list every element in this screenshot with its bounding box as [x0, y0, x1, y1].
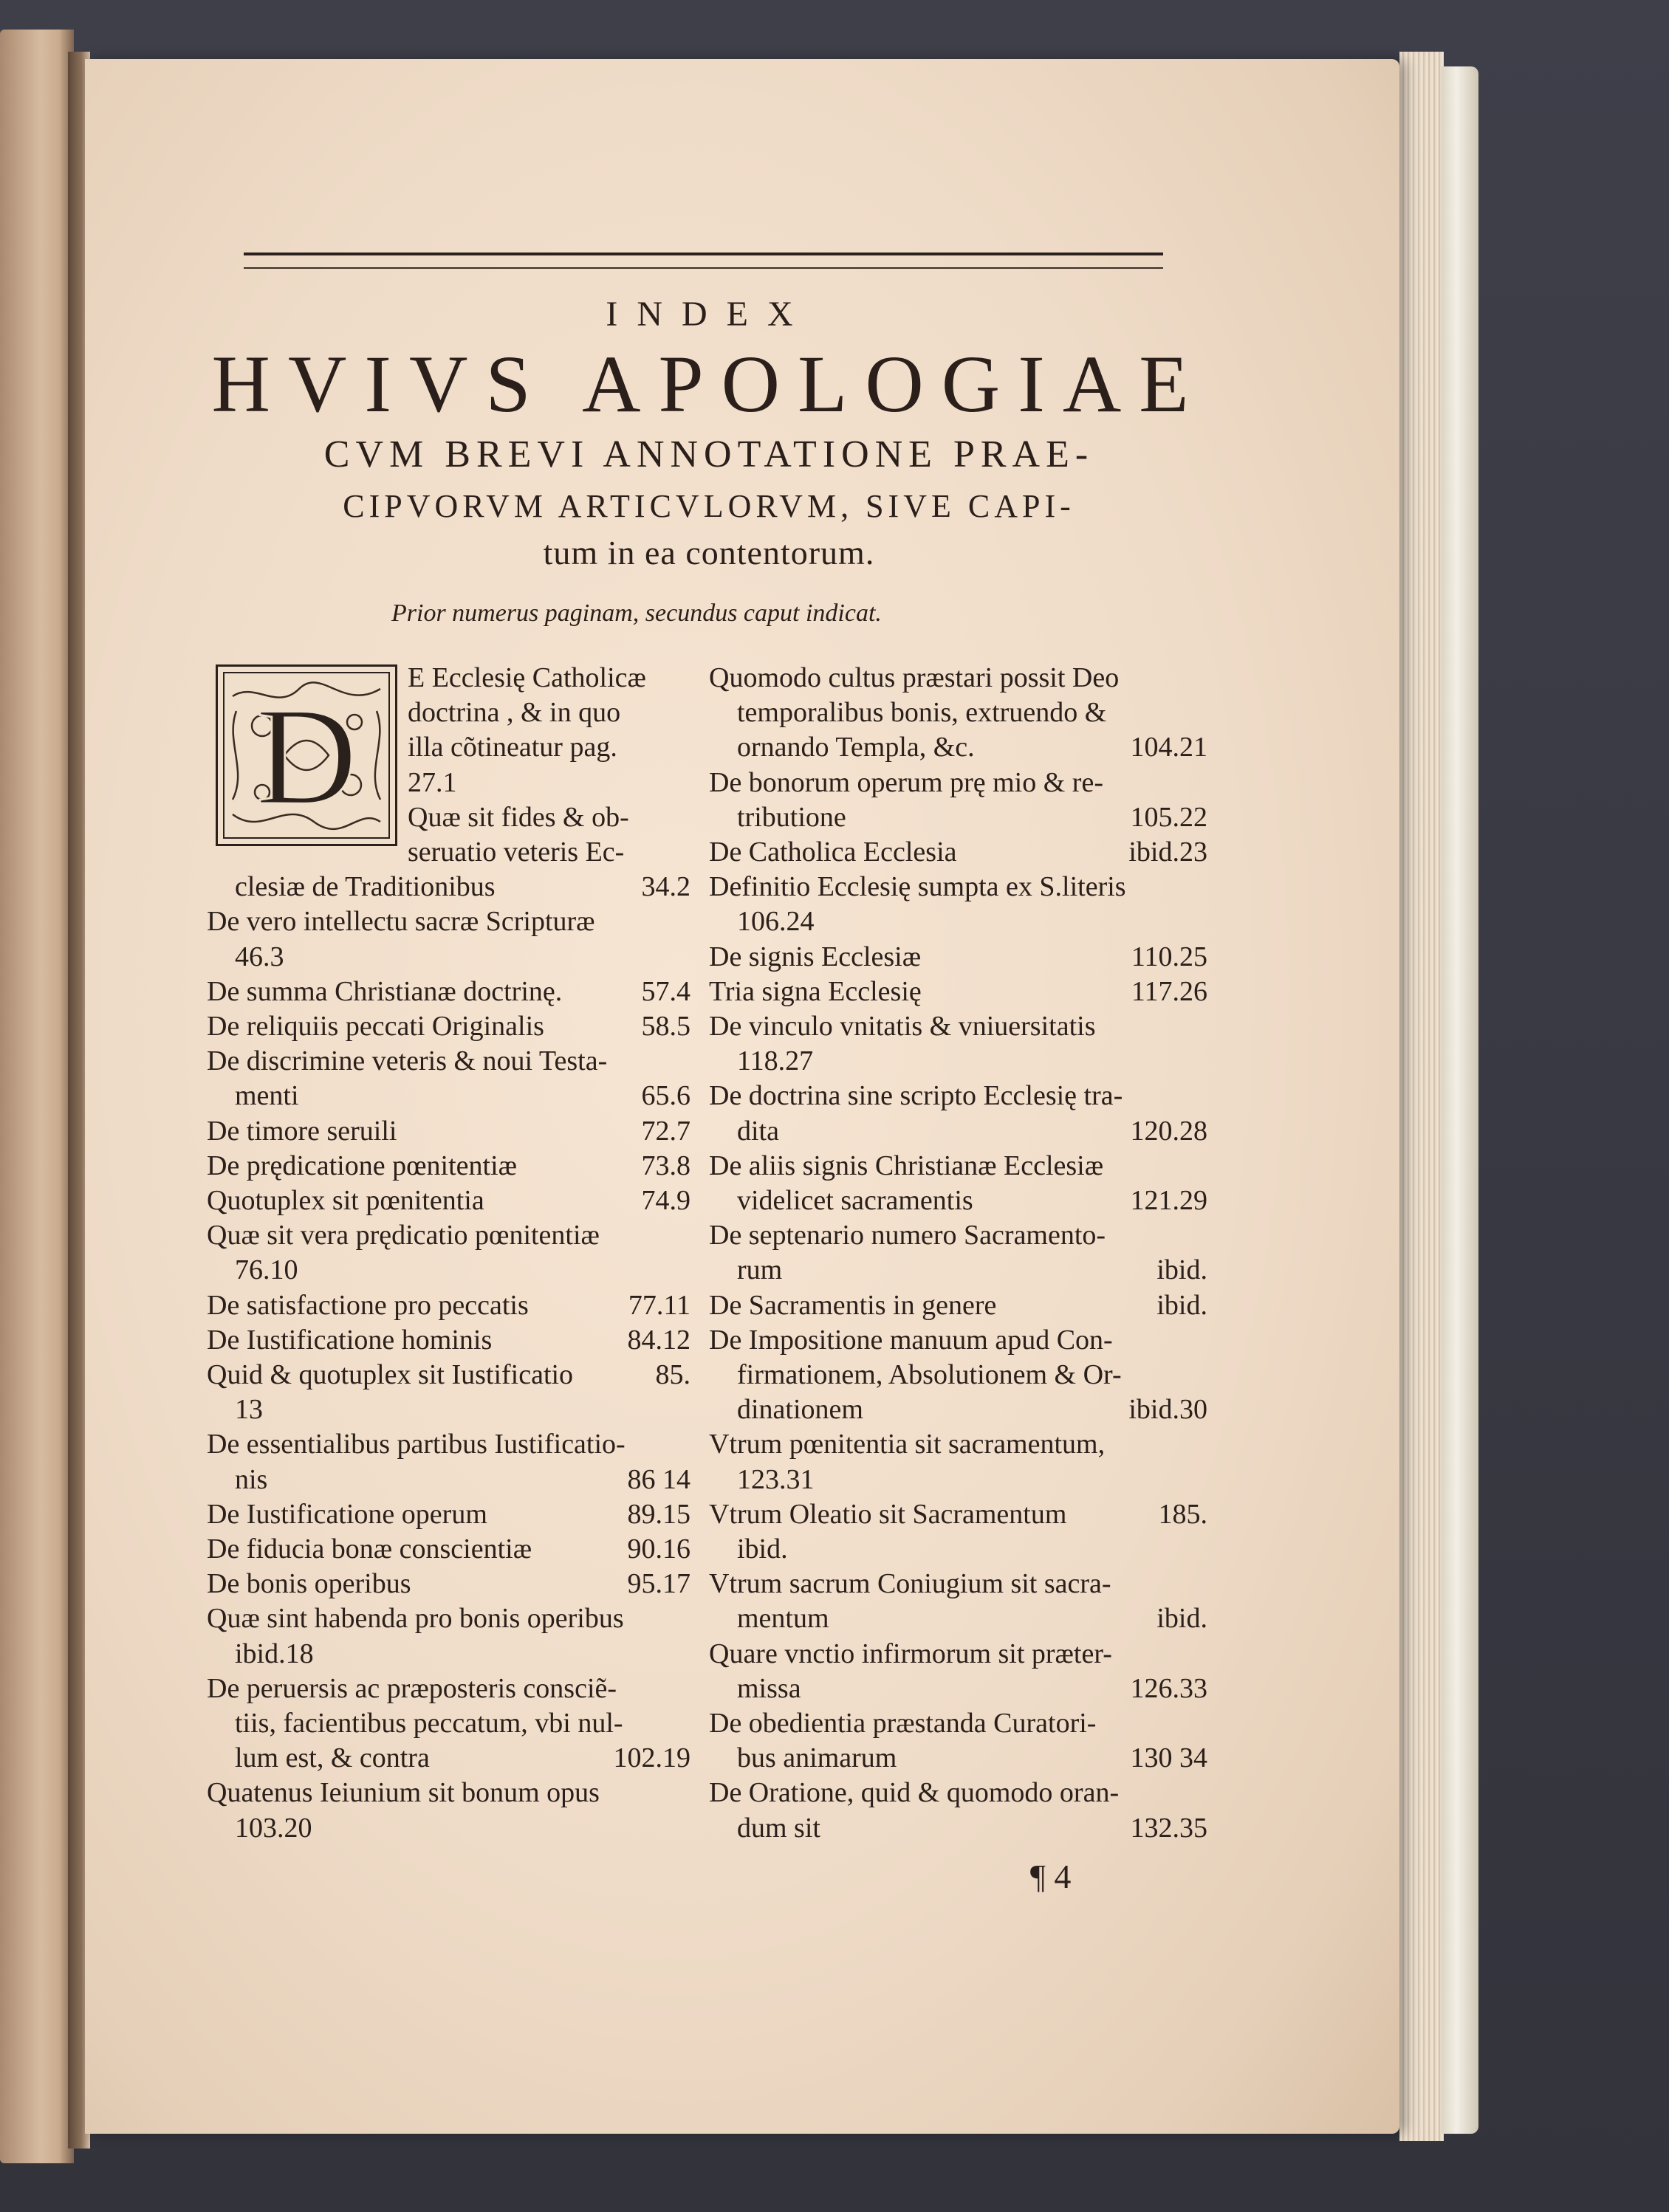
index-entry	[207, 1567, 690, 1601]
entry-text: De vinculo vnitatis & vniuersitatis	[709, 1011, 1096, 1042]
entry-page-number: ibid.	[1156, 1603, 1207, 1635]
entry-text: De discrimine veteris & noui Testa-	[207, 1045, 608, 1077]
index-entry	[737, 1114, 1207, 1148]
index-entry	[737, 1253, 1207, 1287]
entry-text: lum est, & contra	[235, 1742, 430, 1774]
index-entry	[207, 1009, 690, 1043]
entry-page-number: 90.16	[627, 1533, 690, 1564]
drop-cap-letter: D	[256, 679, 357, 834]
title-index: INDEX	[606, 295, 812, 334]
entry-text: tributione	[737, 801, 846, 833]
signature-mark: ¶ 4	[1030, 1858, 1072, 1895]
entry-text: nis	[235, 1463, 268, 1495]
ornamental-drop-cap	[216, 664, 397, 846]
index-entry	[408, 766, 690, 800]
index-entry	[709, 1567, 1207, 1601]
index-entry	[709, 1776, 1207, 1810]
entry-text: menti	[235, 1080, 299, 1112]
entry-text: Quæ sint habenda pro bonis operibus	[207, 1603, 624, 1635]
entry-page-number: 86 14	[627, 1463, 690, 1495]
entry-text: Quæ sit fides & ob-	[408, 801, 629, 833]
entry-text: ibid.	[737, 1533, 788, 1564]
entry-page-number: 84.12	[627, 1324, 690, 1356]
entry-page-number: 104.21	[1130, 732, 1207, 763]
entry-text: 106.24	[737, 906, 815, 938]
entry-page-number: 120.28	[1130, 1115, 1207, 1147]
index-entry	[709, 1706, 1207, 1740]
index-entry	[709, 1288, 1207, 1322]
header-rule-thick	[244, 253, 1163, 255]
index-entry	[709, 975, 1207, 1009]
index-entry	[737, 1532, 1207, 1566]
title-tum-contentorum: tum in ea contentorum.	[543, 534, 875, 571]
index-entry	[235, 1811, 690, 1845]
title-cipuorum: CIPVORVM ARTICVLORVM, SIVE CAPI-	[343, 488, 1075, 524]
entry-text: De obedientia præstanda Curatori-	[709, 1708, 1097, 1739]
index-entry	[235, 1079, 690, 1113]
entry-text: 118.27	[737, 1045, 814, 1077]
entry-text: 76.10	[235, 1254, 298, 1286]
entry-text: De bonorum operum prę mio & re-	[709, 766, 1103, 798]
index-entry	[737, 730, 1207, 764]
entry-text: Quæ sit vera prędicatio pœnitentiæ	[207, 1220, 600, 1251]
entry-text: De Impositione manuum apud Con-	[709, 1324, 1113, 1356]
entry-text: dinationem	[737, 1394, 863, 1426]
index-entry	[207, 1427, 690, 1461]
title-prior-numerus: Prior numerus paginam, secundus caput indicat.	[391, 600, 882, 627]
index-entry	[207, 1218, 690, 1252]
entry-text: De reliquiis peccati Originalis	[207, 1011, 544, 1042]
title-huius-apologiae: HVIVS APOLOGIAE	[211, 339, 1207, 429]
index-entry	[207, 1601, 690, 1635]
entry-text: De prędicatione pœnitentiæ	[207, 1150, 517, 1181]
index-entry	[235, 870, 690, 904]
entry-text: dita	[737, 1115, 779, 1147]
index-entry	[709, 1637, 1207, 1671]
index-entry	[207, 1114, 690, 1148]
entry-text: mentum	[737, 1603, 829, 1635]
index-entry	[737, 1811, 1207, 1845]
entry-text: seruatio veteris Ec-	[408, 837, 625, 868]
entry-text: De vero intellectu sacræ Scripturæ	[207, 906, 595, 938]
index-entry	[207, 1532, 690, 1566]
index-entry	[737, 1463, 1207, 1497]
entry-page-number: 73.8	[641, 1150, 690, 1181]
index-entry	[737, 1044, 1207, 1078]
entry-page-number: 110.25	[1131, 941, 1207, 972]
entry-text: Quare vnctio infirmorum sit præter-	[709, 1638, 1112, 1669]
index-entry	[207, 1776, 690, 1810]
entry-text: De satisfactione pro peccatis	[207, 1289, 529, 1321]
entry-text: 13	[235, 1394, 263, 1426]
index-entry	[709, 1427, 1207, 1461]
entry-text: clesiæ de Traditionibus	[235, 871, 496, 903]
index-entry	[709, 940, 1207, 974]
entry-text: firmationem, Absolutionem & Or-	[737, 1359, 1122, 1390]
entry-text: Definitio Ecclesię sumpta ex S.literis	[709, 871, 1126, 903]
index-entry	[709, 870, 1207, 904]
index-entry	[709, 835, 1207, 869]
entry-page-number: 126.33	[1130, 1672, 1207, 1704]
entry-text: Quatenus Ieiunium sit bonum opus	[207, 1777, 600, 1809]
entry-text: De peruersis ac præposteris consciẽ-	[207, 1672, 617, 1704]
entry-page-number: 102.19	[613, 1742, 690, 1774]
index-entry	[235, 940, 690, 974]
entry-page-number: ibid.30	[1128, 1394, 1207, 1426]
index-entry	[709, 1497, 1207, 1531]
entry-page-number: ibid.	[1156, 1289, 1207, 1321]
entry-page-number: ibid.	[1156, 1254, 1207, 1286]
entry-page-number: 85.	[655, 1359, 690, 1390]
entry-text: rum	[737, 1254, 783, 1286]
entry-text: De Oratione, quid & quomodo oran-	[709, 1777, 1120, 1809]
entry-text: De aliis signis Christianæ Ecclesiæ	[709, 1150, 1104, 1181]
entry-page-number: 105.22	[1130, 801, 1207, 833]
index-entry	[207, 975, 690, 1009]
entry-page-number: 89.15	[627, 1498, 690, 1530]
entry-page-number: 121.29	[1130, 1185, 1207, 1216]
entry-text: bus animarum	[737, 1742, 897, 1774]
entry-text: De Iustificatione hominis	[207, 1324, 493, 1356]
index-entry	[737, 1672, 1207, 1706]
entry-page-number: 95.17	[627, 1568, 690, 1600]
index-entry	[709, 766, 1207, 800]
entry-text: ibid.18	[235, 1638, 314, 1669]
entry-text: Tria signa Ecclesię	[709, 975, 922, 1007]
index-entry	[408, 800, 690, 834]
index-entry	[737, 1741, 1207, 1775]
entry-page-number: 132.35	[1130, 1812, 1207, 1844]
entry-text: tiis, facientibus peccatum, vbi nul-	[235, 1708, 623, 1739]
index-entry	[408, 695, 690, 729]
entry-text: videlicet sacramentis	[737, 1185, 973, 1216]
entry-text: doctrina , & in quo	[408, 697, 621, 729]
entry-page-number: 58.5	[641, 1011, 690, 1042]
entry-page-number: 77.11	[628, 1289, 690, 1321]
index-entry	[207, 1184, 690, 1217]
entry-text: ornando Templa, &c.	[737, 732, 975, 763]
entry-text: 103.20	[235, 1812, 312, 1844]
entry-page-number: 117.26	[1131, 975, 1207, 1007]
index-entry	[235, 1637, 690, 1671]
index-entry	[709, 1149, 1207, 1183]
entry-text: De doctrina sine scripto Ecclesię tra-	[709, 1080, 1123, 1112]
index-entry	[408, 730, 690, 764]
index-entry	[709, 1079, 1207, 1113]
entry-text: 123.31	[737, 1463, 815, 1495]
index-entry	[737, 1601, 1207, 1635]
entry-text: missa	[737, 1672, 801, 1704]
entry-text: dum sit	[737, 1812, 820, 1844]
entry-text: De fiducia bonæ conscientiæ	[207, 1533, 532, 1564]
index-entry	[235, 1253, 690, 1287]
entry-text: De signis Ecclesiæ	[709, 941, 922, 972]
index-entry	[737, 1392, 1207, 1426]
index-entry	[207, 1149, 690, 1183]
index-entry	[235, 1463, 690, 1497]
entry-text: De Sacramentis in genere	[709, 1289, 997, 1321]
index-entry	[207, 1323, 690, 1357]
index-entry	[737, 904, 1207, 938]
entry-text: De timore seruili	[207, 1115, 397, 1147]
index-entry	[207, 1288, 690, 1322]
drop-cap-ornament-icon	[218, 667, 395, 844]
index-entry	[737, 1184, 1207, 1217]
entry-page-number: ibid.23	[1128, 837, 1207, 868]
entry-text: illa cõtineatur pag.	[408, 732, 617, 763]
entry-text: De Iustificatione operum	[207, 1498, 487, 1530]
entry-text: 46.3	[235, 941, 284, 972]
index-entry	[709, 661, 1207, 695]
entry-text: De essentialibus partibus Iustificatio-	[207, 1429, 626, 1460]
index-entry	[235, 1706, 690, 1740]
index-entry	[709, 1009, 1207, 1043]
index-entry	[207, 1044, 690, 1078]
index-entry	[207, 904, 690, 938]
index-entry	[408, 835, 690, 869]
index-entry	[235, 1392, 690, 1426]
entry-text: E Ecclesię Catholicæ	[408, 662, 646, 693]
index-entry	[235, 1741, 690, 1775]
entry-text: Vtrum Oleatio sit Sacramentum	[709, 1498, 1067, 1530]
cover-edge	[1442, 66, 1478, 2134]
index-entry	[737, 1358, 1207, 1392]
index-entry	[709, 1323, 1207, 1357]
entry-page-number: 130 34	[1130, 1742, 1207, 1774]
entry-text: Quotuplex sit pœnitentia	[207, 1185, 484, 1216]
entry-page-number: 72.7	[641, 1115, 690, 1147]
index-entry	[737, 695, 1207, 729]
entry-text: temporalibus bonis, extruendo &	[737, 697, 1107, 729]
entry-page-number: 74.9	[641, 1185, 690, 1216]
entry-page-number: 57.4	[641, 975, 690, 1007]
index-entry	[207, 1358, 690, 1392]
header-rule-thin	[244, 267, 1163, 269]
entry-text: Quomodo cultus præstari possit Deo	[709, 662, 1120, 693]
page-stack-edge	[1399, 52, 1444, 2141]
entry-page-number: 65.6	[641, 1080, 690, 1112]
entry-text: Vtrum sacrum Coniugium sit sacra-	[709, 1568, 1111, 1600]
index-entry	[408, 661, 690, 695]
index-entry	[709, 1218, 1207, 1252]
entry-text: De summa Christianæ doctrinę.	[207, 975, 563, 1007]
entry-text: De bonis operibus	[207, 1568, 411, 1600]
entry-text: Quid & quotuplex sit Iustificatio	[207, 1359, 574, 1390]
entry-text: 27.1	[408, 766, 457, 798]
entry-page-number: 34.2	[641, 871, 690, 903]
index-entry	[207, 1672, 690, 1706]
index-entry	[737, 800, 1207, 834]
entry-text: De Catholica Ecclesia	[709, 837, 957, 868]
entry-text: Vtrum pœnitentia sit sacramentum,	[709, 1429, 1106, 1460]
index-entry	[207, 1497, 690, 1531]
title-cum-brevi: CVM BREVI ANNOTATIONE PRAE-	[323, 433, 1094, 475]
entry-text: De septenario numero Sacramento-	[709, 1220, 1106, 1251]
entry-page-number: 185.	[1158, 1498, 1207, 1530]
left-page-edge	[0, 30, 74, 2163]
